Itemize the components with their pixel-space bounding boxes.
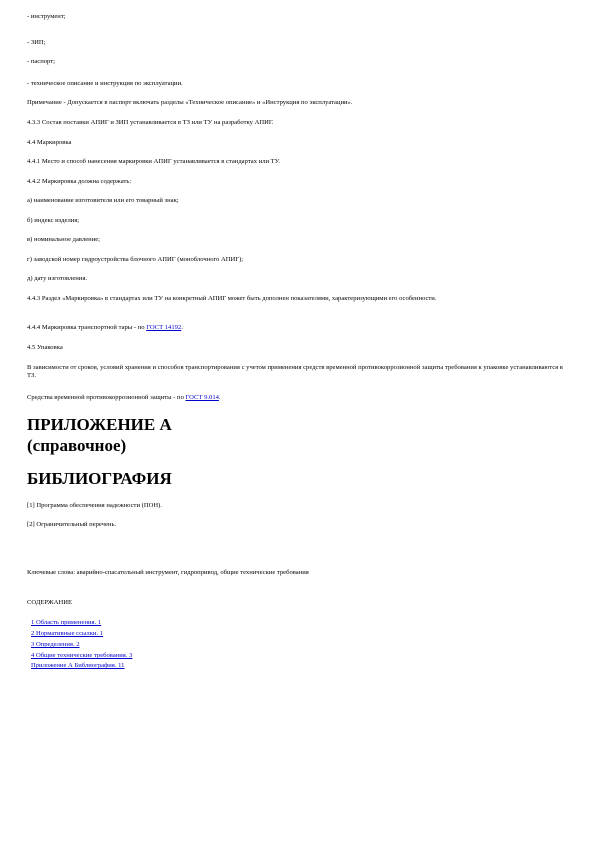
list-item: а) наименование изготовителя или его товарный знак;: [27, 197, 179, 204]
paragraph-end: .: [181, 324, 183, 331]
gost-9-014-link[interactable]: ГОСТ 9.014: [185, 394, 219, 401]
gost-14192-link[interactable]: ГОСТ 14192: [146, 324, 182, 331]
paragraph: 4.4.3 Раздел «Маркировка» в стандартах или ТУ на конкретный АПИГ может быть дополнен показателями, характеризующими его особенности.: [27, 295, 437, 302]
list-item: - паспорт;: [27, 58, 55, 65]
toc-link[interactable]: 3 Определения. 2: [31, 641, 80, 648]
bibliography-title: БИБЛИОГРАФИЯ: [27, 469, 172, 488]
toc-link[interactable]: Приложение А Библиография. 11: [31, 662, 125, 669]
list-item: г) заводской номер гидроустройства блочного АПИГ (моноблочного АПИГ);: [27, 256, 244, 263]
paragraph: 4.4.1 Место и способ нанесения маркировки АПИГ устанавливается в стандартах или ТУ.: [27, 158, 280, 165]
toc-link[interactable]: 2 Нормативные ссылки. 1: [31, 630, 104, 637]
paragraph-end: .: [218, 394, 221, 401]
contents-title: СОДЕРЖАНИЕ: [27, 599, 73, 606]
section-heading: 4.5 Упаковка: [27, 344, 63, 351]
section-heading: 4.4 Маркировка: [27, 139, 72, 146]
list-item: д) дату изготовления.: [27, 275, 88, 282]
toc-link[interactable]: 1 Область применения. 1: [31, 619, 102, 626]
note-paragraph: Примечание - Допускается в паспорт включать разделы «Техническое описание» и «Инструкция по эксплуатации».: [27, 99, 353, 106]
paragraph: 4.3.3 Состав поставки АПИГ и ЗИП устанавливается в ТЗ или ТУ на разработку АПИГ.: [27, 119, 274, 126]
list-item: б) индекс изделия;: [27, 217, 80, 224]
paragraph: [27, 394, 572, 402]
paragraph-text: 4.4.4 Маркировка транспортной тары - по: [27, 324, 147, 331]
list-item: в) номинальное давление;: [27, 236, 100, 243]
appendix-subtitle: (справочное): [27, 436, 127, 455]
keywords: Ключевые слова: аварийно-спасательный инструмент, гидропривод, общие технические требования: [27, 569, 309, 576]
bibliography-item: [2] Ограничительный перечень.: [27, 521, 117, 528]
list-item: - техническое описание и инструкция по эксплуатации.: [27, 80, 183, 87]
appendix-title: ПРИЛОЖЕНИЕ А: [27, 415, 172, 434]
paragraph: В зависимости от сроков, условий хранения и способов транспортирования с учетом применения средств временной противокоррозионной защиты требования к упаковке устанавливаются в ТЗ.: [27, 364, 563, 379]
toc-link[interactable]: 4 Общие технические требования. 3: [31, 652, 133, 659]
list-item: - ЗИП;: [27, 39, 46, 46]
paragraph: [27, 324, 572, 332]
paragraph-text: Средства временной противокоррозионной защиты - по: [27, 394, 186, 401]
list-item: - инструмент;: [27, 13, 66, 20]
bibliography-item: [1] Программа обеспечения надежности (ПОН).: [27, 502, 162, 509]
paragraph: 4.4.2 Маркировка должна содержать:: [27, 178, 132, 185]
